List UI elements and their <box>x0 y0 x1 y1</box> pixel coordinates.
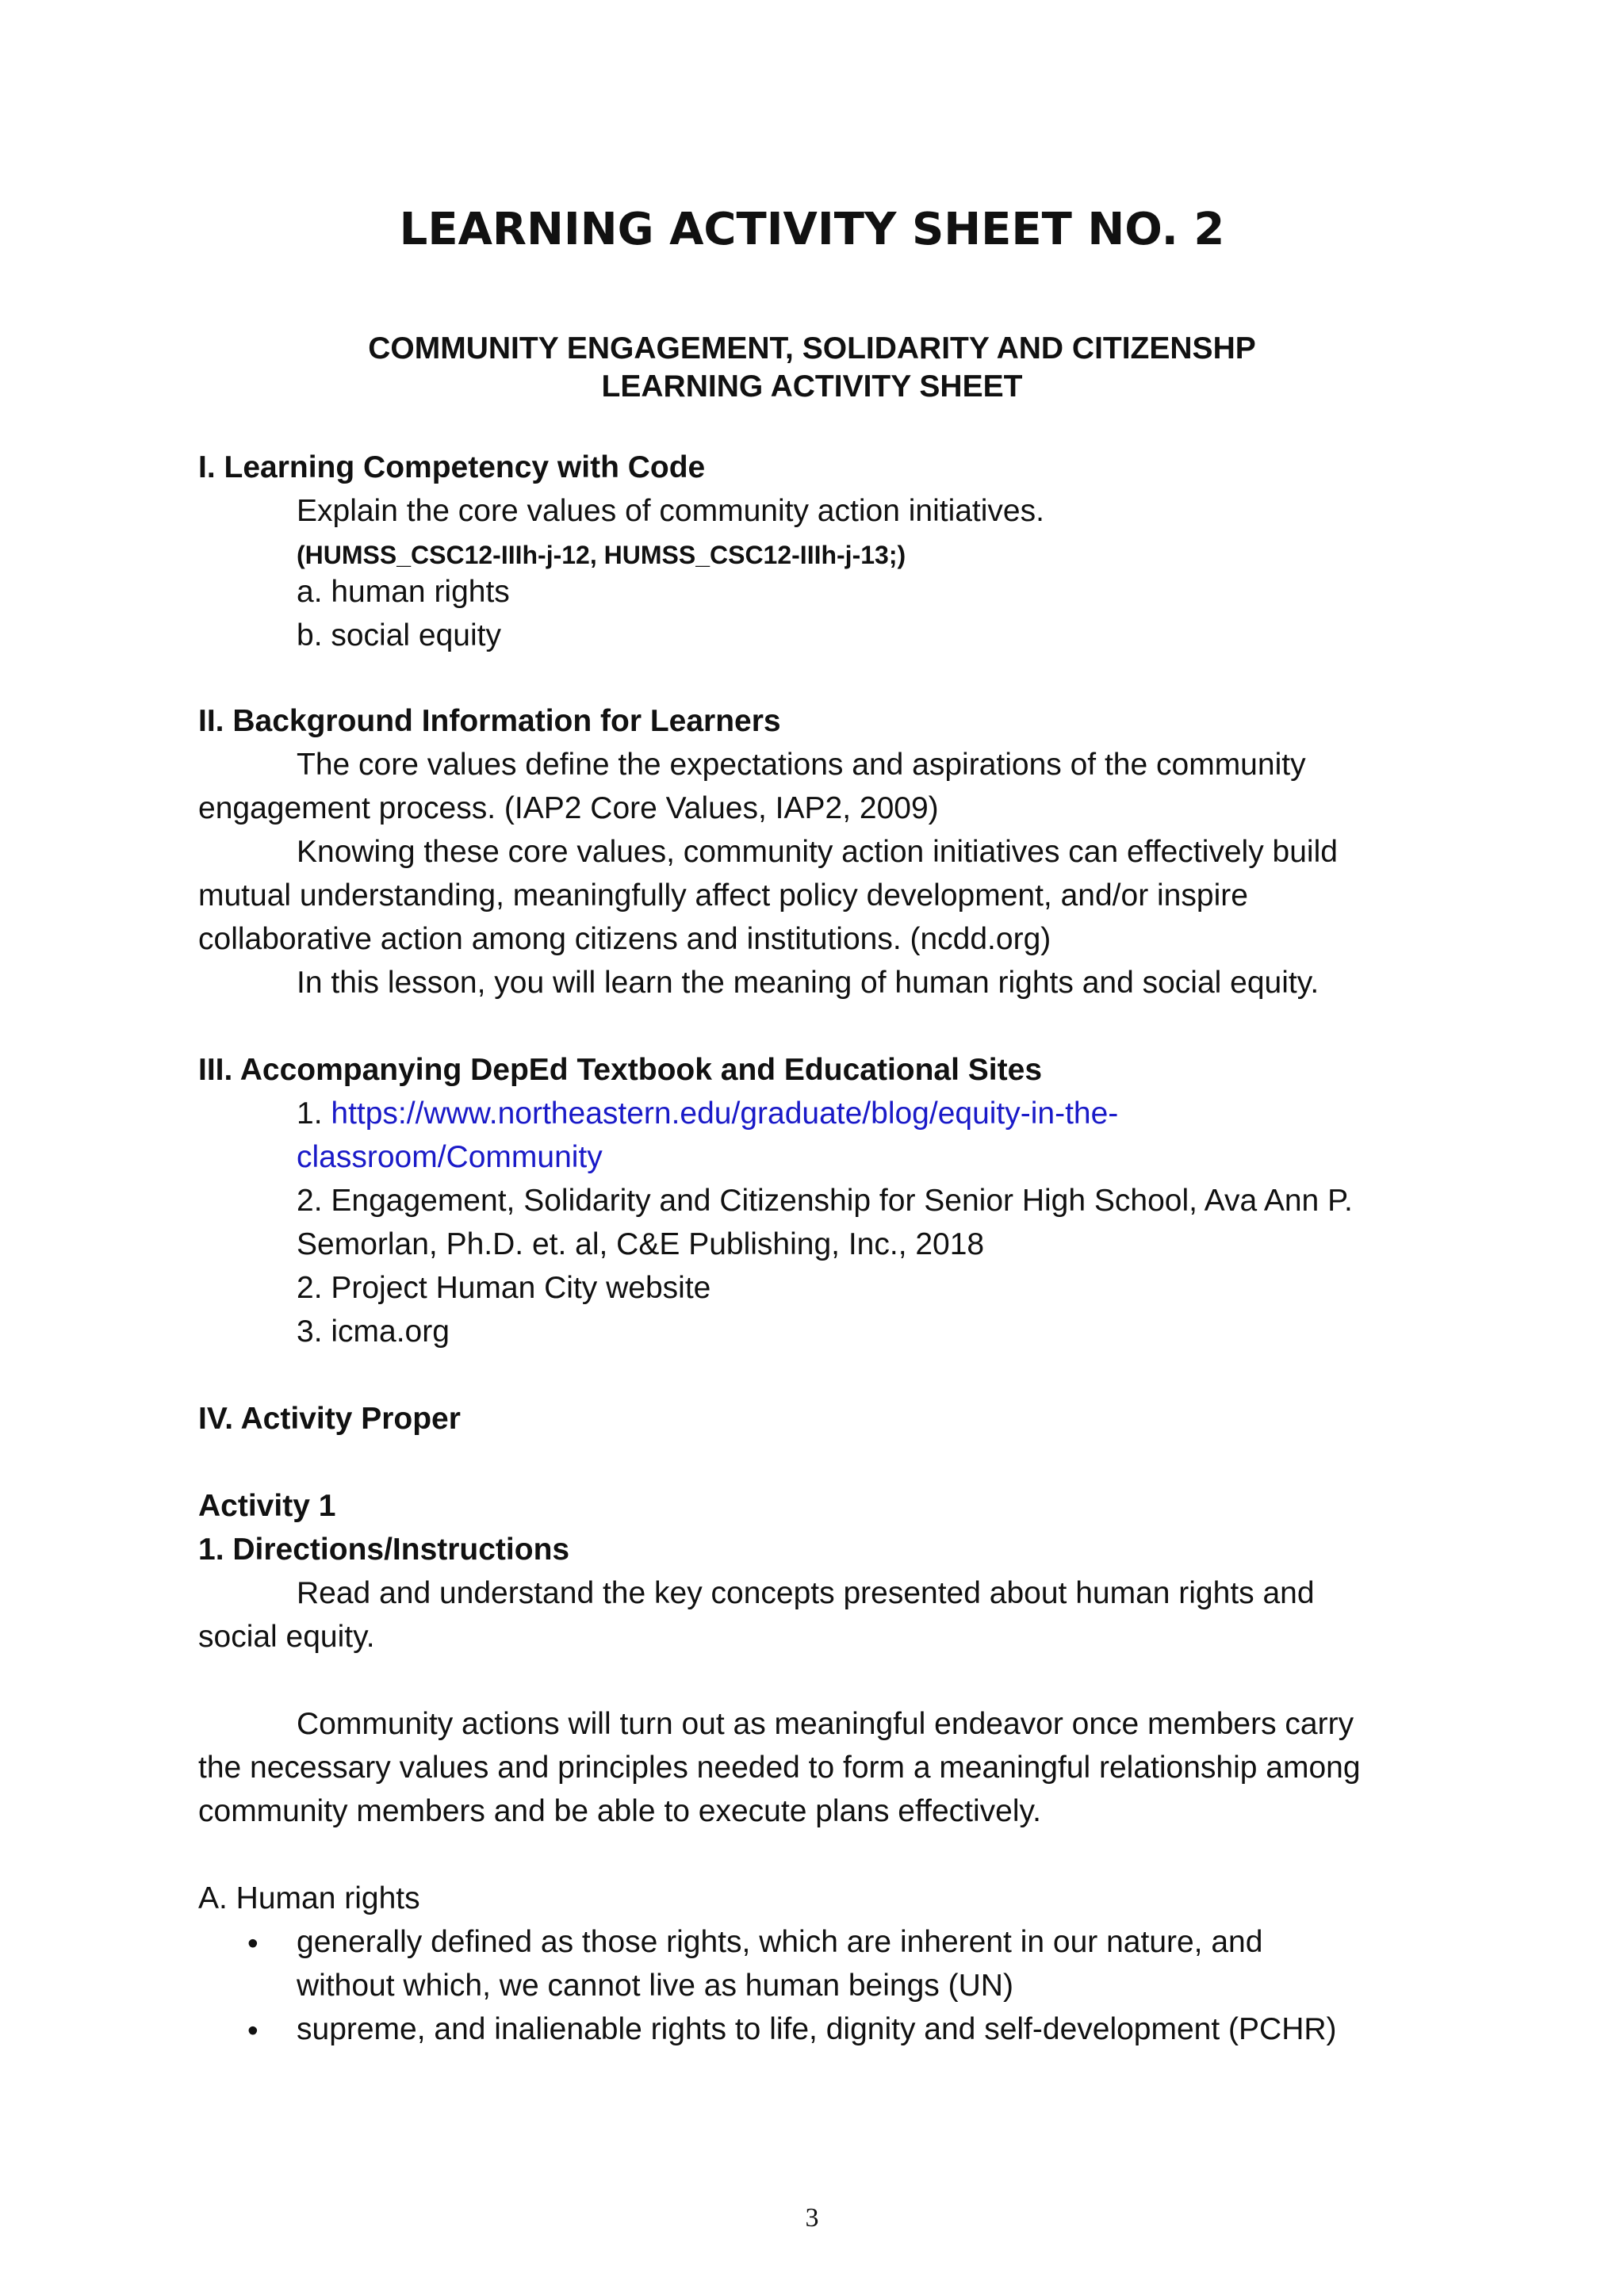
background-line-3: Knowing these core values, community action initiatives can effectively build <box>297 835 1338 869</box>
section-4-heading: IV. Activity Proper <box>198 1402 461 1436</box>
directions-line-2: social equity. <box>198 1620 375 1654</box>
activity-heading: Activity 1 <box>198 1489 336 1523</box>
section-1-heading: I. Learning Competency with Code <box>198 450 706 484</box>
bullet-2-marker: • <box>247 2014 259 2048</box>
competency-item-b: b. social equity <box>297 618 501 652</box>
competency-text: Explain the core values of community action initiatives. <box>297 494 1044 528</box>
reference-2-line-1: 2. Engagement, Solidarity and Citizenship for Senior High School, Ava Ann P. <box>297 1184 1353 1218</box>
reference-2-line-2: Semorlan, Ph.D. et. al, C&E Publishing, Inc., 2018 <box>297 1227 985 1261</box>
page-title: LEARNING ACTIVITY SHEET NO. 2 <box>399 204 1225 255</box>
reference-1-number: 1. <box>297 1096 331 1131</box>
competency-code: (HUMSS_CSC12-IIIh-j-12, HUMSS_CSC12-IIIh-j-13;) <box>297 541 906 569</box>
subtitle-line-2: LEARNING ACTIVITY SHEET <box>601 369 1023 404</box>
background-line-1: The core values define the expectations and aspirations of the community <box>297 748 1306 782</box>
section-3-heading: III. Accompanying DepEd Textbook and Educational Sites <box>198 1053 1043 1087</box>
directions-line-1: Read and understand the key concepts presented about human rights and <box>297 1576 1315 1610</box>
subtitle-line-1: COMMUNITY ENGAGEMENT, SOLIDARITY AND CITIZENSHP <box>368 331 1256 365</box>
background-line-4: mutual understanding, meaningfully affect policy development, and/or inspire <box>198 878 1248 913</box>
page-number: 3 <box>805 2203 819 2233</box>
section-2-heading: II. Background Information for Learners <box>198 704 781 738</box>
paragraph-line-3: community members and be able to execute plans effectively. <box>198 1794 1041 1828</box>
bullet-1-line-2: without which, we cannot live as human beings (UN) <box>297 1969 1013 2003</box>
human-rights-heading: A. Human rights <box>198 1881 420 1915</box>
paragraph-line-2: the necessary values and principles needed to form a meaningful relationship among <box>198 1751 1361 1785</box>
reference-1-link[interactable]: https://www.northeastern.edu/graduate/blog/equity-in-the- <box>331 1096 1119 1131</box>
competency-item-a: a. human rights <box>297 575 510 609</box>
paragraph-line-1: Community actions will turn out as meaningful endeavor once members carry <box>297 1707 1354 1741</box>
directions-heading: 1. Directions/Instructions <box>198 1533 570 1567</box>
background-line-5: collaborative action among citizens and institutions. (ncdd.org) <box>198 922 1051 956</box>
reference-1 <box>297 1095 1118 1133</box>
background-line-2: engagement process. (IAP2 Core Values, IAP2, 2009) <box>198 791 939 825</box>
reference-3: 2. Project Human City website <box>297 1271 711 1305</box>
reference-1-link-continued[interactable]: classroom/Community <box>297 1140 603 1174</box>
bullet-2-line-1: supreme, and inalienable rights to life, dignity and self-development (PCHR) <box>297 2012 1337 2046</box>
bullet-1-marker: • <box>247 1927 259 1961</box>
bullet-1-line-1: generally defined as those rights, which are inherent in our nature, and <box>297 1925 1263 1959</box>
reference-4: 3. icma.org <box>297 1314 450 1349</box>
background-line-6: In this lesson, you will learn the meaning of human rights and social equity. <box>297 966 1320 1000</box>
